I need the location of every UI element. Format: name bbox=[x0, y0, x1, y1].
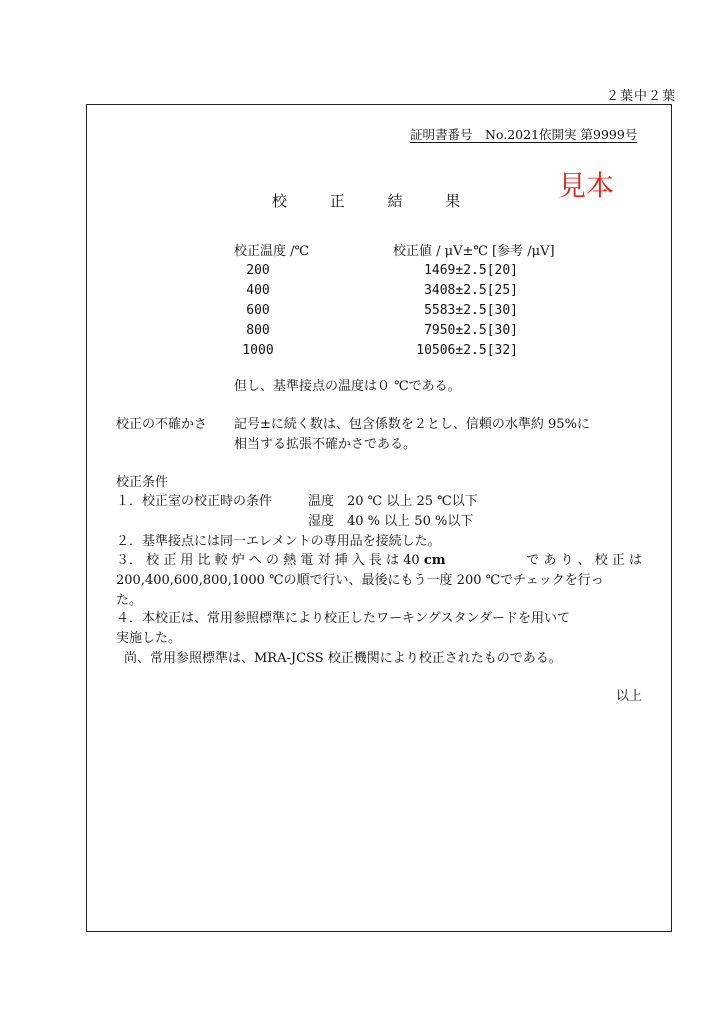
uncertainty-text-line1: 記号±に続く数は、包含係数を２とし、信頼の水準約 95%に bbox=[234, 417, 590, 432]
sample-stamp: 見本 bbox=[558, 169, 615, 202]
temp-cell: 400 bbox=[246, 283, 270, 298]
value-column-header: 校正値 / μV±℃ [参考 /μV] bbox=[393, 244, 555, 259]
condition-1-label: １．校正室の校正時の条件 bbox=[116, 494, 273, 509]
value-cell: 5583±2.5[30] bbox=[424, 303, 518, 318]
temp-cell: 1000 bbox=[242, 343, 274, 358]
reference-junction-note: 但し、基準接点の温度は０ ℃である。 bbox=[234, 379, 461, 394]
value-cell: 7950±2.5[30] bbox=[424, 323, 518, 338]
condition-4-line1: ４．本校正は、常用参照標準により校正したワーキングスタンダードを用いて bbox=[116, 611, 570, 626]
condition-3-text-b: で あ り 、 校 正 は bbox=[526, 553, 642, 568]
condition-1-temperature: 温度 20 ℃ 以上 25 ℃以下 bbox=[308, 494, 478, 509]
certificate-number: 証明書番号 No.2021依開実 第9999号 bbox=[410, 127, 638, 142]
condition-3-line2: 200,400,600,800,1000 ℃の順で行い、最後にもう一度 200 ℃でチェックを行っ bbox=[116, 573, 604, 588]
temp-cell: 800 bbox=[246, 323, 270, 338]
uncertainty-label: 校正の不確かさ bbox=[116, 417, 208, 432]
temp-column-header: 校正温度 /℃ bbox=[234, 244, 310, 259]
condition-3-line3: た。 bbox=[116, 593, 143, 608]
conditions-heading: 校正条件 bbox=[116, 475, 169, 490]
condition-3-unit: cm bbox=[423, 553, 446, 568]
value-cell: 10506±2.5[32] bbox=[416, 343, 518, 358]
temp-cell: 600 bbox=[246, 303, 270, 318]
condition-1-humidity: 湿度 40 % 以上 50 %以下 bbox=[308, 514, 474, 529]
results-title: 校 正 結 果 bbox=[272, 192, 461, 210]
sheet-number: ２葉中２葉 bbox=[605, 89, 676, 104]
condition-2: ２．基準接点には同一エレメントの専用品を接続した。 bbox=[116, 534, 441, 549]
condition-4-line3: 尚、常用参照標準は、MRA-JCSS 校正機関により校正されたものである。 bbox=[124, 651, 562, 666]
value-cell: 3408±2.5[25] bbox=[424, 283, 518, 298]
temp-cell: 200 bbox=[246, 263, 270, 278]
condition-3-text-a: ３． 校 正 用 比 較 炉 へ の 熱 電 対 挿 入 長 は 40 bbox=[116, 553, 420, 568]
end-mark: 以上 bbox=[615, 689, 642, 704]
condition-3-line1 bbox=[116, 553, 642, 569]
value-cell: 1469±2.5[20] bbox=[424, 263, 518, 278]
condition-4-line2: 実施した。 bbox=[116, 631, 182, 646]
uncertainty-text-line2: 相当する拡張不確かさである。 bbox=[234, 437, 417, 452]
